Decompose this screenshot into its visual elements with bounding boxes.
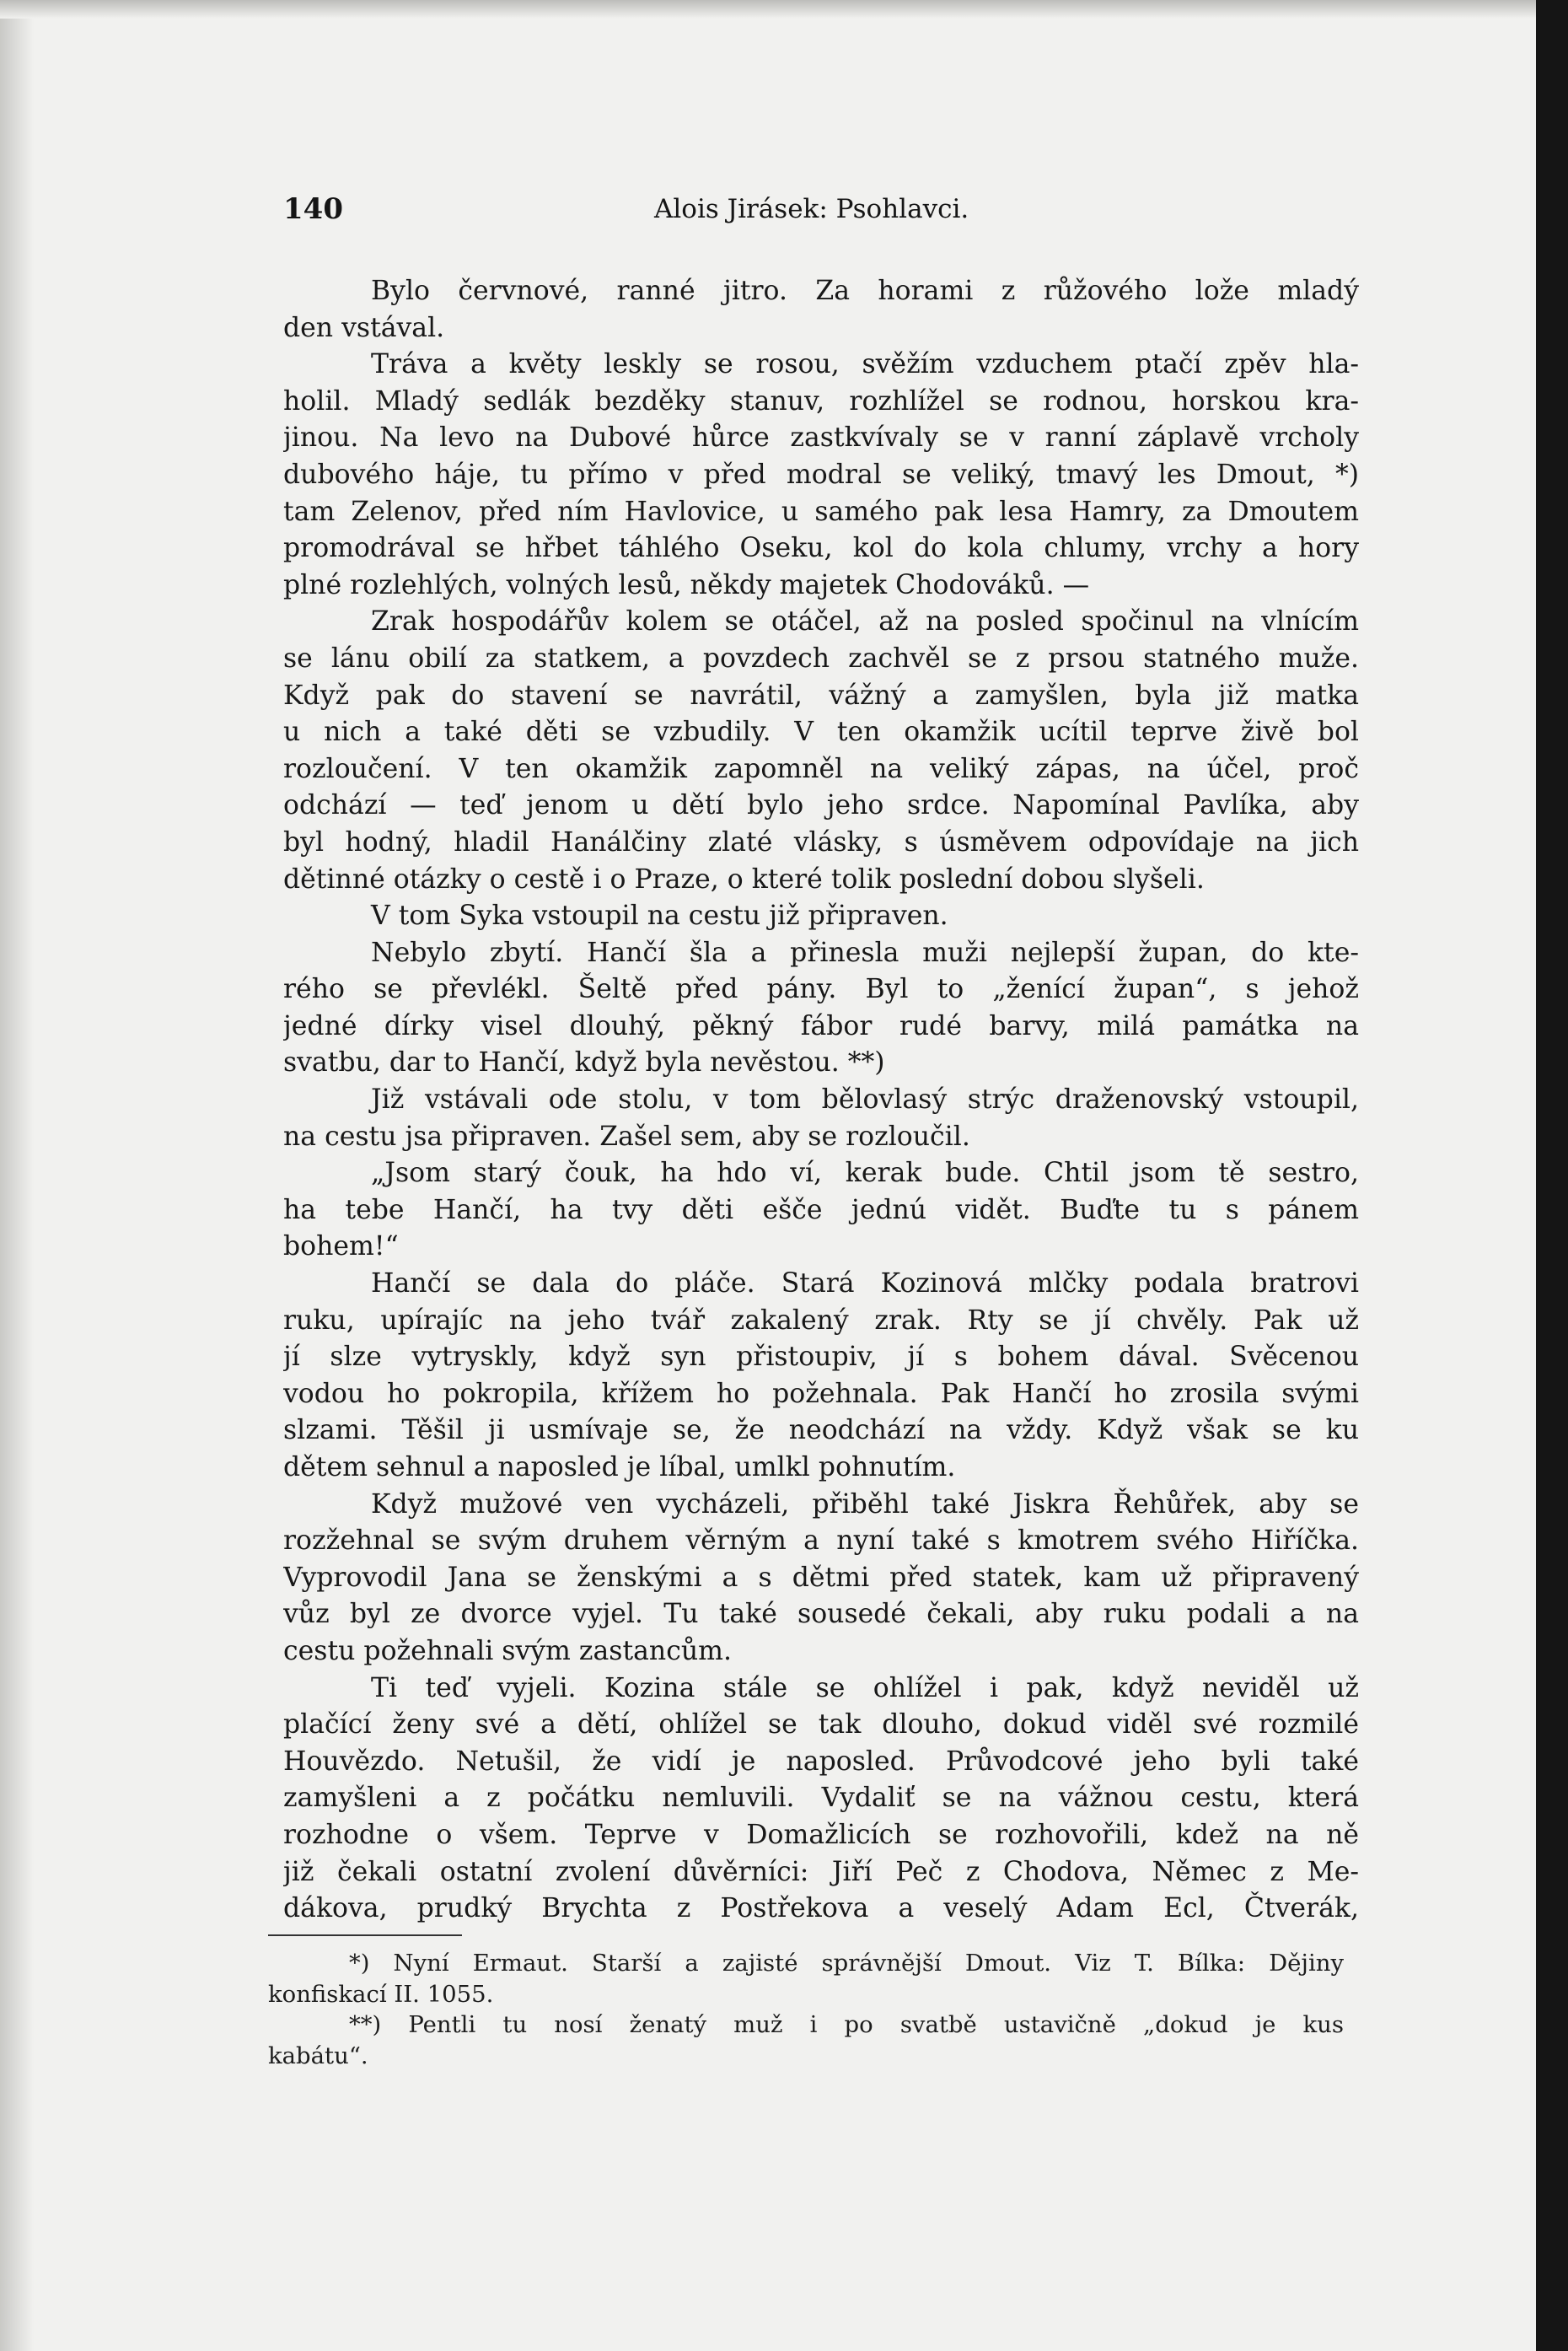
text-line: již čekali ostatní zvolení důvěrníci: Jiří Peč z Chodova, Němec z Me- <box>283 1856 1359 1887</box>
text-line: plné rozlehlých, volných lesů, někdy majetek Chodováků. — <box>283 569 1090 600</box>
text-line: Tráva a květy leskly se rosou, svěžím vzduchem ptačí zpěv hla- <box>371 349 1359 380</box>
text-line: Již vstávali ode stolu, v tom bělovlasý strýc draženovský vstoupil, <box>371 1084 1359 1116</box>
body-text <box>283 273 1359 1928</box>
text-line: Nebylo zbytí. Hančí šla a přinesla muži nejlepší župan, do kte- <box>371 937 1359 968</box>
text-line: Hančí se dala do pláče. Stará Kozinová mlčky podala bratrovi <box>371 1268 1359 1299</box>
book-spine-edge <box>1536 0 1568 2351</box>
text-line: cestu požehnali svým zastancům. <box>283 1635 733 1666</box>
text-line: Ti teď vyjeli. Kozina stále se ohlížel i pak, když neviděl už <box>371 1672 1359 1703</box>
text-line: „Jsom starý čouk, ha hdo ví, kerak bude. Chtil jsom tě sestro, <box>371 1158 1359 1189</box>
text-line: promodrával se hřbet táhlého Oseku, kol do kola chlumy, vrchy a hory <box>283 533 1359 564</box>
text-line: plačící ženy své a dětí, ohlížel se tak dlouho, dokud viděl své rozmilé <box>283 1709 1359 1740</box>
text-line: jinou. Na levo na Dubové hůrce zastkvívaly se v ranní záplavě vrcholy <box>283 422 1359 454</box>
footnote-line: **) Pentli tu nosí ženatý muž i po svatbě ustavičně „dokud je kus <box>349 2011 1344 2038</box>
running-title: Alois Jirásek: Psohlavci. <box>654 194 969 224</box>
text-line: ruku, upírajíc na jeho tvář zakalený zrak. Rty se jí chvěly. Pak už <box>283 1305 1359 1336</box>
text-line: Vyprovodil Jana se ženskými a s dětmi před statek, kam už připravený <box>283 1562 1359 1593</box>
footnotes <box>268 1948 1344 2071</box>
footnote-line: kabátu“. <box>268 2042 368 2069</box>
text-line: Když pak do stavení se navrátil, vážný a zamyšlen, byla již matka <box>283 680 1359 711</box>
text-line: vůz byl ze dvorce vyjel. Tu také sousedé čekali, aby ruku podali a na <box>283 1599 1359 1630</box>
text-line: se lánu obilí za statkem, a povzdech zachvěl se z prsou statného muže. <box>283 643 1359 674</box>
text-line: vodou ho pokropila, křížem ho požehnala. Pak Hančí ho zrosila svými <box>283 1378 1359 1409</box>
text-line: dětinné otázky o cestě i o Praze, o které tolik poslední dobou slyšeli. <box>283 863 1205 895</box>
text-line: svatbu, dar to Hančí, když byla nevěstou. **) <box>283 1047 885 1079</box>
footnote-divider <box>268 1934 462 1936</box>
text-line: tam Zelenov, před ním Havlovice, u samého pak lesa Hamry, za Dmoutem <box>283 496 1359 527</box>
text-line: dubového háje, tu přímo v před modral se veliký, tmavý les Dmout, *) <box>283 459 1359 490</box>
text-line: Zrak hospodářův kolem se otáčel, až na posled spočinul na vlnícím <box>371 606 1359 638</box>
text-line: rého se převlékl. Šeltě před pány. Byl to „ženící župan“, s jehož <box>283 974 1359 1005</box>
text-line: Bylo červnové, ranné jitro. Za horami z růžového lože mladý <box>371 276 1359 306</box>
text-line: byl hodný, hladil Hanálčiny zlaté vlásky, s úsměvem odpovídaje na jich <box>283 826 1359 858</box>
text-line: Když mužové ven vycházeli, přiběhl také Jiskra Řehůřek, aby se <box>371 1488 1359 1520</box>
text-line: odchází — teď jenom u dětí bylo jeho srdce. Napomínal Pavlíka, aby <box>283 790 1359 821</box>
text-line: Houvězdo. Netušil, že vidí je naposled. Průvodcové jeho byli také <box>283 1746 1359 1777</box>
footnote-line: konfiskací II. 1055. <box>268 1980 494 2008</box>
text-line: V tom Syka vstoupil na cestu již připraven. <box>371 901 948 932</box>
text-line: rozžehnal se svým druhem věrným a nyní také s kmotrem svého Hiříčka. <box>283 1525 1359 1557</box>
text-line: na cestu jsa připraven. Zašel sem, aby se rozloučil. <box>283 1121 970 1152</box>
footnote-line: *) Nyní Ermaut. Starší a zajisté správnější Dmout. Viz T. Bílka: Dějiny <box>349 1950 1344 1977</box>
text-line: u nich a také děti se vzbudily. V ten okamžik ucítil teprve živě bol <box>283 717 1359 748</box>
page-header <box>283 192 1359 234</box>
text-line: bohem!“ <box>283 1231 399 1262</box>
text-line: ha tebe Hančí, ha tvy děti ešče jednú vidět. Buďte tu s pánem <box>283 1194 1359 1225</box>
text-line: rozhodne o všem. Teprve v Domažlicích se rozhovořili, kdež na ně <box>283 1819 1359 1850</box>
text-line: dětem sehnul a naposled je líbal, umlkl pohnutím. <box>283 1452 956 1482</box>
text-line: zamyšleni a z počátku nemluvili. Vydaliť se na vážnou cestu, která <box>283 1783 1359 1814</box>
text-line: rozloučení. V ten okamžik zapomněl na veliký zápas, na účel, proč <box>283 753 1359 784</box>
text-line: holil. Mladý sedlák bezděky stanuv, rozhlížel se rodnou, horskou kra- <box>283 385 1359 417</box>
page-number: 140 <box>283 192 343 226</box>
text-line: slzami. Těšil ji usmívaje se, že neodchází na vždy. Když však se ku <box>283 1415 1359 1446</box>
text-line: jedné dírky visel dlouhý, pěkný fábor rudé barvy, milá památka na <box>283 1010 1359 1041</box>
text-line: dákova, prudký Brychta z Postřekova a veselý Adam Ecl, Čtverák, <box>283 1893 1359 1924</box>
text-line: den vstával. <box>283 312 445 343</box>
text-line: jí slze vytryskly, když syn přistoupiv, jí s bohem dával. Svěcenou <box>283 1342 1359 1373</box>
